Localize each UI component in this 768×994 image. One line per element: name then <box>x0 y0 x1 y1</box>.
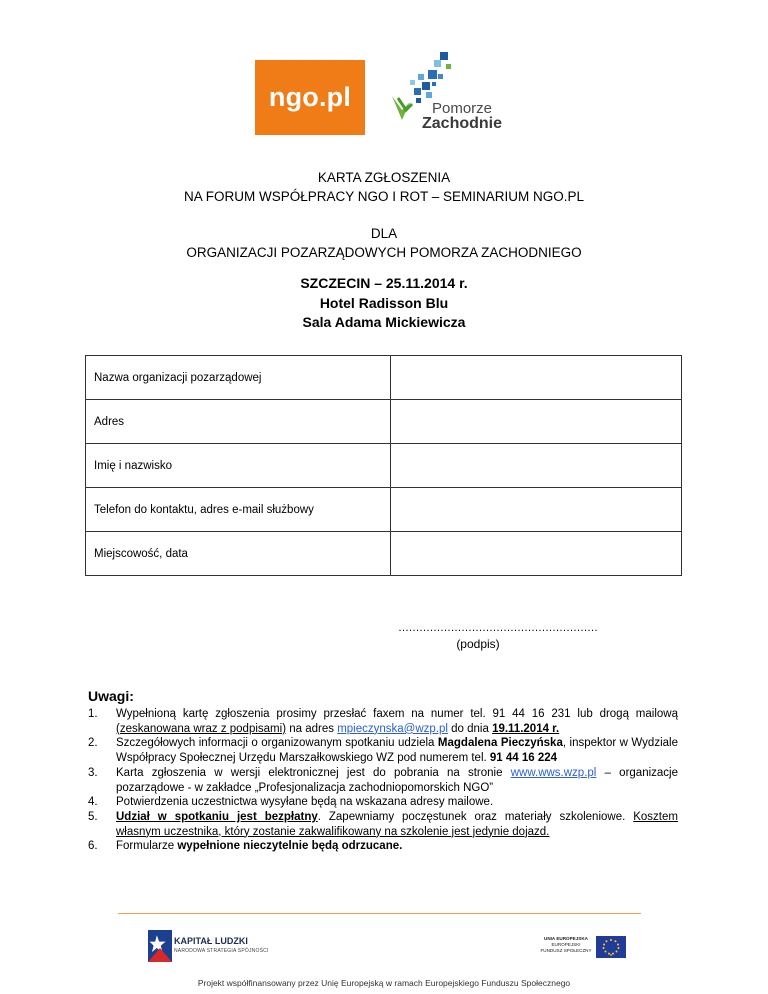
eu-flag-icon <box>596 936 626 958</box>
eu-text-line2: EUROPEJSKI <box>551 942 581 947</box>
field-label-contact: Telefon do kontaktu, adres e-mail służbowy <box>86 488 391 532</box>
note-text: . Zapewniamy poczęstunek oraz materiały szkoleniowe. <box>317 810 634 823</box>
field-value-contact[interactable] <box>390 488 681 532</box>
footer-funding-text: Projekt współfinansowany przez Unię Europejską w ramach Europejskiego Funduszu Społecznego <box>197 978 571 988</box>
note-text: na adres <box>286 722 338 735</box>
list-item <box>88 810 678 839</box>
list-number: 6. <box>88 840 98 853</box>
pomorze-logo-line2: Zachodnie <box>422 115 503 132</box>
field-label-name: Imię i nazwisko <box>86 444 391 488</box>
list-item <box>88 795 678 810</box>
ngo-pl-logo <box>255 60 365 135</box>
field-value-address[interactable] <box>390 400 681 444</box>
list-number: 2. <box>88 737 98 750</box>
contact-phone: 91 44 16 224 <box>489 752 558 765</box>
note-text-bold: wypełnione nieczytelnie będą odrzucane. <box>177 840 403 853</box>
ngo-logo-text: ngo.pl <box>268 82 352 112</box>
event-hotel: Hotel Radisson Blu <box>319 294 449 311</box>
audience-line-1: DLA <box>370 226 398 241</box>
list-number: 3. <box>88 766 98 779</box>
form-row <box>86 488 682 532</box>
list-item <box>88 707 678 736</box>
eu-text-line1: UNIA EUROPEJSKA <box>544 936 588 941</box>
email-link[interactable]: mpieczynska@wzp.pl <box>337 722 448 735</box>
form-row <box>86 444 682 488</box>
signature-label: (podpis) <box>456 637 500 651</box>
field-label-place-date: Miejscowość, data <box>86 532 391 576</box>
field-label-organization: Nazwa organizacji pozarządowej <box>86 356 391 400</box>
list-number: 4. <box>88 796 98 809</box>
pomorze-logo-line1: Pomorze <box>432 100 493 117</box>
audience-heading <box>0 224 768 262</box>
audience-line-2: ORGANIZACJI POZARZĄDOWYCH POMORZA ZACHODNIEGO <box>186 245 582 260</box>
notes-heading: Uwagi: <box>88 688 134 704</box>
note-text: Wypełnioną kartę zgłoszenia prosimy przesłać faxem na numer tel. 91 44 16 231 lub drogą mailową <box>116 708 678 720</box>
signature-line: ………………………………………………… <box>398 622 598 634</box>
event-details <box>0 274 768 333</box>
kapital-ludzki-subtitle: NARODOWA STRATEGIA SPÓJNOŚCI <box>174 948 269 954</box>
website-link[interactable]: www.wws.wzp.pl <box>510 766 597 779</box>
list-item <box>88 839 678 854</box>
note-text: do dnia <box>447 722 493 735</box>
kapital-ludzki-logo <box>148 928 298 964</box>
registration-form-table <box>85 355 682 576</box>
notes-list <box>88 707 678 854</box>
note-text: , inspektor w Wydziale Współpracy Społecznej Urzędu Marszałkowskiego WZ pod numerem tel. <box>116 737 678 765</box>
list-number: 5. <box>88 810 98 823</box>
form-row <box>86 532 682 576</box>
note-text-underlined: Kosztem własnym uczestnika, który zostanie zakwalifikowany na szkolenie jest jedynie dojazd. <box>116 810 678 838</box>
eu-text <box>540 936 592 954</box>
note-text: Formularze <box>116 840 178 853</box>
footer-divider <box>118 913 641 914</box>
note-text-underlined: (zeskanowana wraz z podpisami) <box>116 722 287 735</box>
form-row <box>86 356 682 400</box>
title-line-2: NA FORUM WSPÓŁPRACY NGO I ROT – SEMINARIUM NGO.PL <box>183 189 585 204</box>
eu-text-line3: FUNDUSZ SPOŁECZNY <box>540 948 592 953</box>
form-row <box>86 400 682 444</box>
field-value-place-date[interactable] <box>390 532 681 576</box>
contact-person: Magdalena Pieczyńska <box>437 737 563 750</box>
note-text: – organizacje pozarządowe - w zakładce „Profesjonalizacja zachodniopomorskich NGO” <box>116 766 678 794</box>
event-place-date: SZCZECIN – 25.11.2014 r. <box>300 275 468 291</box>
list-item <box>88 766 678 795</box>
title-line-1: KARTA ZGŁOSZENIA <box>317 170 451 185</box>
form-title <box>0 168 768 206</box>
eu-logo <box>540 934 630 962</box>
field-label-address: Adres <box>86 400 391 444</box>
pomorze-zachodnie-logo <box>388 48 508 140</box>
list-item <box>88 736 678 765</box>
field-value-name[interactable] <box>390 444 681 488</box>
kapital-ludzki-title: KAPITAŁ LUDZKI <box>174 936 248 946</box>
kapital-ludzki-star-icon <box>148 930 172 962</box>
deadline-date: 19.11.2014 r. <box>492 722 560 735</box>
event-room: Sala Adama Mickiewicza <box>302 314 466 330</box>
note-text: Karta zgłoszenia w wersji elektronicznej jest do pobrania na stronie <box>116 766 511 779</box>
note-text: Potwierdzenia uczestnictwa wysyłane będą na wskazana adresy mailowe. <box>116 796 494 809</box>
list-number: 1. <box>88 708 98 720</box>
note-text-bold-underlined: Udział w spotkaniu jest bezpłatny <box>116 810 318 823</box>
field-value-organization[interactable] <box>390 356 681 400</box>
note-text: Szczegółowych informacji o organizowanym spotkaniu udziela <box>116 737 438 750</box>
